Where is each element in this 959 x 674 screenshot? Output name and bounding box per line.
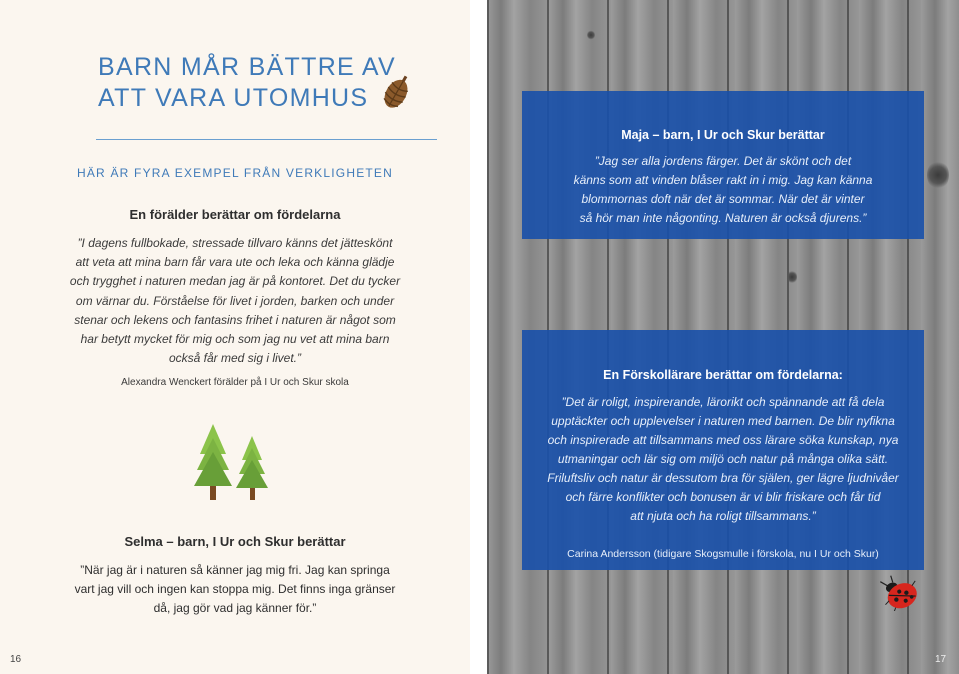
quote-line: stenar och lekens och fantasins frihet i naturen är något som	[74, 312, 396, 327]
title-line-2: ATT VARA UTOMHUS	[98, 84, 369, 112]
teacher-quote	[522, 393, 924, 526]
quote-line: också får med sig i livet.”	[168, 351, 302, 366]
quote-line: och trygghet i naturen medan jag är på kontoret. Det du tycker	[69, 274, 401, 289]
quote-line: känns som att vinden blåser rakt in i mig. Jag kan känna	[573, 173, 873, 187]
quote-line: ”Jag ser alla jordens färger. Det är skönt och det	[594, 154, 852, 168]
quote-line: och inspirerade att tillsammans med oss lärare söka kunskap, nya	[547, 433, 899, 447]
divider-line	[96, 139, 437, 140]
wood-knot	[927, 160, 949, 190]
quote-line: och färre konflikter och bonusen är vi blir friskare och får tid	[565, 490, 881, 504]
teacher-attribution: Carina Andersson (tidigare Skogsmulle i förskola, nu I Ur och Skur)	[567, 548, 879, 560]
wood-knot	[787, 270, 797, 284]
quote-line: blommornas doft när det är sommar. När det är vinter	[581, 192, 865, 206]
quote-line: Friluftsliv och natur är dessutom bra för själen, ger lägre ljudnivåer	[547, 471, 899, 485]
quote-line: ”Det är roligt, inspirerande, lärorikt och spännande att få dela	[561, 395, 885, 409]
teacher-heading: En Förskollärare berättar om fördelarna:	[603, 368, 843, 382]
selma-quote	[60, 561, 410, 618]
quote-line: då, jag gör vad jag känner för.”	[153, 601, 317, 615]
quote-line: ”När jag är i naturen så känner jag mig fri. Jag kan springa	[80, 563, 390, 577]
quote-line: utmaningar och lär sig om miljö och natur på många olika sätt.	[557, 452, 889, 466]
quote-line: vart jag vill och ingen kan stoppa mig. Det finns inga gränser	[74, 582, 396, 596]
quote-line: så hör man inte någonting. Naturen är också djurens.”	[579, 211, 867, 225]
teacher-panel	[522, 330, 924, 570]
quote-line: att njuta och ha roligt tillsammans.”	[630, 509, 816, 523]
title-line-1: BARN MÅR BÄTTRE AV	[98, 53, 396, 81]
maja-quote	[522, 152, 924, 228]
wood-knot	[587, 30, 595, 40]
trees-icon	[192, 420, 274, 504]
left-page	[0, 0, 470, 674]
pinecone-icon	[380, 72, 414, 112]
subtitle: HÄR ÄR FYRA EXEMPEL FRÅN VERKLIGHETEN	[76, 166, 394, 180]
page-number-right: 17	[935, 654, 947, 665]
parent-quote	[60, 234, 410, 368]
parent-heading: En förälder berättar om fördelarna	[129, 207, 341, 222]
quote-line: att veta att mina barn får vara ute och leka och känna glädje	[75, 255, 395, 270]
maja-heading: Maja – barn, I Ur och Skur berättar	[621, 128, 825, 142]
quote-line: har betytt mycket för mig och som jag nu vet att mina barn	[80, 332, 390, 347]
parent-attribution: Alexandra Wenckert förälder på I Ur och Skur skola	[121, 377, 349, 388]
maja-panel	[522, 91, 924, 239]
selma-heading: Selma – barn, I Ur och Skur berättar	[124, 534, 346, 549]
quote-line: om värnar du. Förståelse för livet i jorden, barken och under	[75, 293, 395, 308]
ladybug-icon	[878, 571, 924, 611]
quote-line: ”I dagens fullbokade, stressade tillvaro känns det jätteskönt	[77, 236, 393, 250]
page-title	[98, 52, 398, 114]
page-number-left: 16	[10, 654, 22, 665]
quote-line: upptäckter och upplevelser i naturen med barnen. De blir nyfikna	[551, 414, 895, 428]
